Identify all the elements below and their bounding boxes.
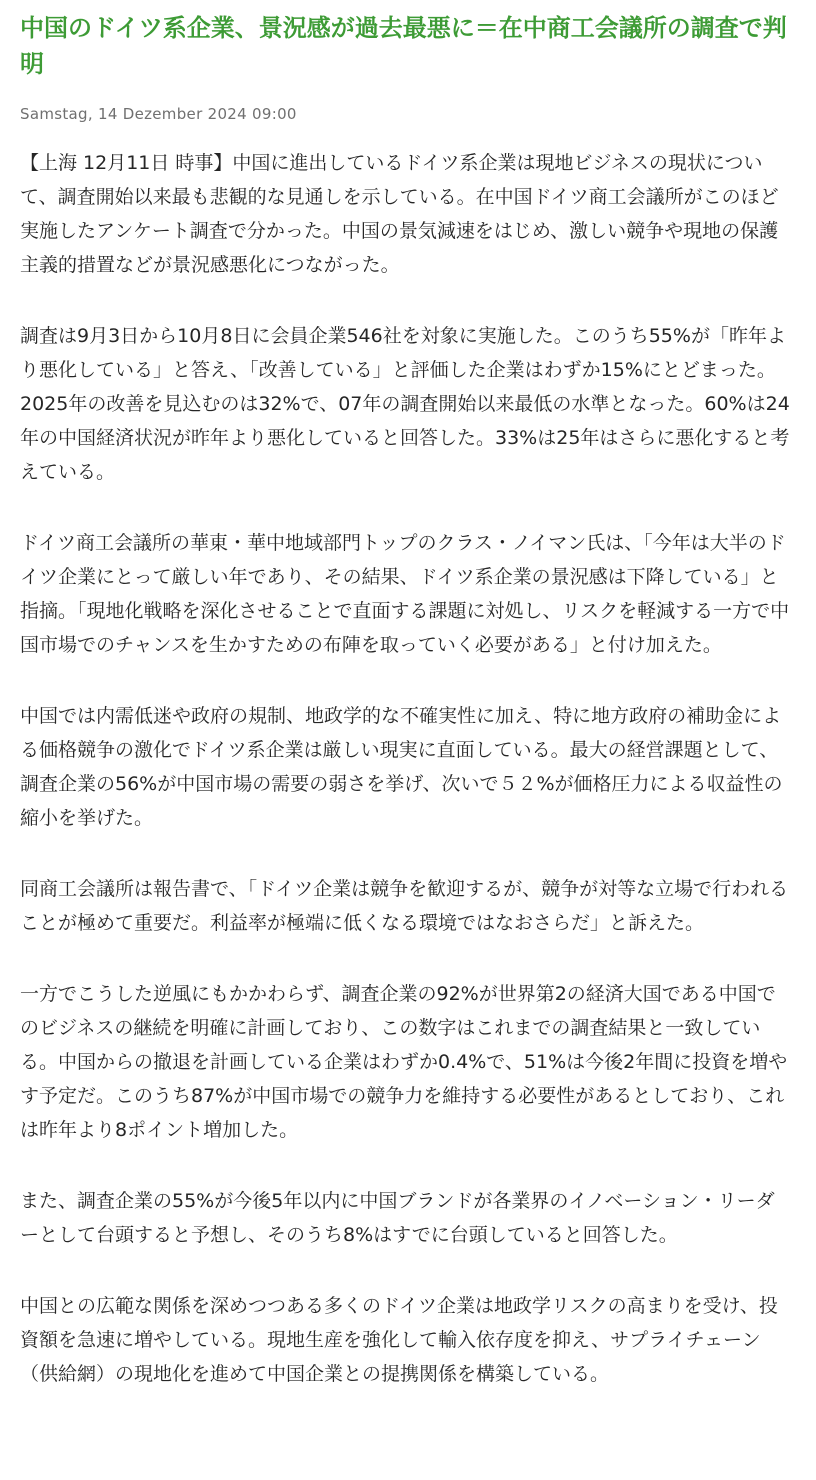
- article-paragraph: 一方でこうした逆風にもかかわらず、調査企業の92%が世界第2の経済大国である中国でのビジネスの継続を明確に計画しており、この数字はこれまでの調査結果と一致している。中国からの撤退を計画している企業はわずか0.4%で、51%は今後2年間に投資を増やす予定だ。このうち87%が中国市場での競争力を維持する必要性があるとしており、これは昨年より8ポイント増加した。: [20, 983, 788, 1141]
- article-title: 中国のドイツ系企業、景況感が過去最悪に＝在中商工会議所の調査で判明: [20, 14, 787, 78]
- article: [20, 0, 790, 1428]
- article-date: Samstag, 14 Dezember 2024 09:00: [20, 105, 297, 123]
- article-paragraph: 調査は9月3日から10月8日に会員企業546社を対象に実施した。このうち55%が「昨年より悪化している」と答え、「改善している」と評価した企業はわずか15%にとどまった。2025年の改善を見込むのは32%で、07年の調査開始以来最低の水準となった。60%は24年の中国経済状況が昨年より悪化していると回答した。33%は25年はさらに悪化すると考えている。: [20, 325, 790, 483]
- article-paragraph: 中国では内需低迷や政府の規制、地政学的な不確実性に加え、特に地方政府の補助金による価格競争の激化でドイツ系企業は厳しい現実に直面している。最大の経営課題として、調査企業の56%が中国市場の需要の弱さを挙げ、次いで５２%が価格圧力による収益性の縮小を挙げた。: [20, 705, 783, 829]
- article-paragraph: ドイツ商工会議所の華東・華中地域部門トップのクラス・ノイマン氏は、「今年は大半のドイツ企業にとって厳しい年であり、その結果、ドイツ系企業の景況感は下降している」と指摘。「現地化戦略を深化させることで直面する課題に対処し、リスクを軽減する一方で中国市場でのチャンスを生かすための布陣を取っていく必要がある」と付け加えた。: [20, 532, 790, 656]
- article-body: [20, 146, 790, 1391]
- article-paragraph: 中国との広範な関係を深めつつある多くのドイツ企業は地政学リスクの高まりを受け、投資額を急速に増やしている。現地生産を強化して輸入依存度を抑え、サプライチェーン（供給網）の現地化を進めて中国企業との提携関係を構築している。: [20, 1295, 778, 1385]
- article-paragraph: 【上海 12月11日 時事】中国に進出しているドイツ系企業は現地ビジネスの現状について、調査開始以来最も悲観的な見通しを示している。在中国ドイツ商工会議所がこのほど実施したアンケート調査で分かった。中国の景気減速をはじめ、激しい競争や現地の保護主義的措置などが景況感悪化につながった。: [20, 152, 779, 276]
- article-paragraph: また、調査企業の55%が今後5年以内に中国ブランドが各業界のイノベーション・リーダーとして台頭すると予想し、そのうち8%はすでに台頭していると回答した。: [20, 1190, 775, 1246]
- article-paragraph: 同商工会議所は報告書で、「ドイツ企業は競争を歓迎するが、競争が対等な立場で行われることが極めて重要だ。利益率が極端に低くなる環境ではなおさらだ」と訴えた。: [20, 878, 789, 934]
